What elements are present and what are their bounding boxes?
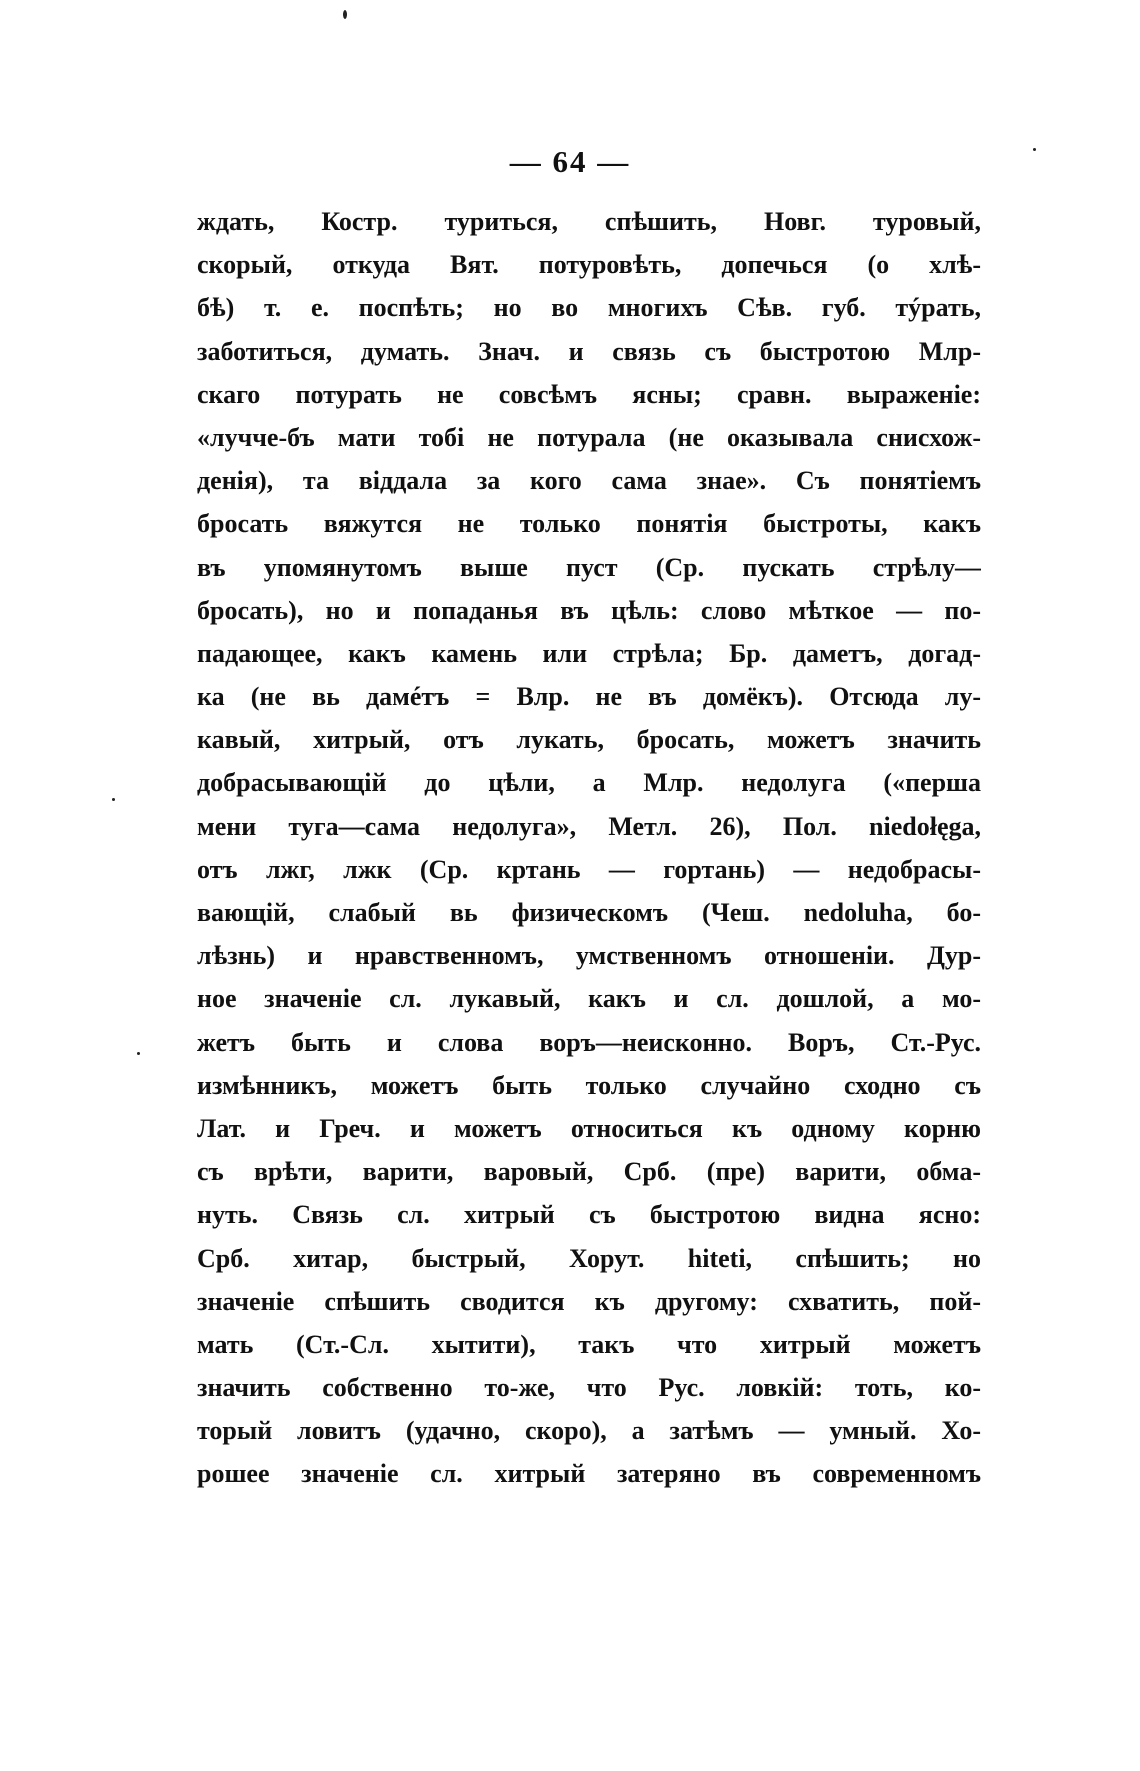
text-line: бросать), но и попаданья въ цѣль: слово мѣткое — по-	[197, 595, 981, 625]
text-line: въ упомянутомъ выше пуст (Ср. пускать стрѣлу—	[197, 552, 981, 582]
text-line: значеніе спѣшить сводится къ другому: схватить, пой-	[197, 1286, 981, 1316]
ink-speck	[137, 1052, 140, 1055]
text-line: рошее значеніе сл. хитрый затеряно въ современномъ	[197, 1459, 981, 1489]
text-line: бросать вяжутся не только понятія быстроты, какъ	[197, 509, 981, 539]
text-line: измѣнникъ, можетъ быть только случайно сходно съ	[197, 1070, 981, 1100]
text-line: отъ лжг, лжк (Ср. кртань — гортань) — недобрасы-	[197, 854, 981, 884]
text-line: вающій, слабый вь физическомъ (Чеш. nedoluha, бо-	[197, 898, 981, 927]
text-line: съ врѣти, варити, варовый, Срб. (пре) варити, обма-	[197, 1157, 981, 1187]
ink-speck	[343, 10, 347, 19]
text-line: добрасывающій до цѣли, а Млр. недолуга («перша	[197, 768, 981, 798]
text-line: кавый, хитрый, отъ лукать, бросать, можетъ значить	[197, 725, 981, 755]
body-text	[197, 200, 981, 1496]
text-line: скаго потурать не совсѣмъ ясны; сравн. выраженіе:	[197, 379, 981, 409]
text-line: мать (Ст.-Сл. хытити), такъ что хитрый можетъ	[197, 1329, 981, 1359]
text-line: значить собственно то-же, что Рус. ловкій: тоть, ко-	[197, 1373, 981, 1403]
text-line: скорый, откуда Вят. потуровѣть, допечься (о хлѣ-	[197, 250, 981, 280]
text-line: нуть. Связь сл. хитрый съ быстротою видна ясно:	[197, 1200, 981, 1230]
text-line: ное значеніе сл. лукавый, какъ и сл. дошлой, а мо-	[197, 984, 981, 1014]
text-line: жетъ быть и слова воръ—неисконно. Воръ, Ст.-Рус.	[197, 1027, 981, 1057]
text-line: ждать, Костр. туриться, спѣшить, Новг. туровый,	[197, 207, 981, 236]
text-line: «лучче-бъ мати тобі не потурала (не оказывала снисхож-	[197, 422, 981, 452]
text-line: Срб. хитар, быстрый, Хорут. hiteti, спѣшить; но	[197, 1243, 981, 1273]
ink-speck	[112, 798, 115, 801]
text-line: мени туга—сама недолуга», Метл. 26), Пол. niedołęga,	[197, 811, 981, 841]
page-number: — 64 —	[509, 144, 631, 179]
text-line: бѣ) т. е. поспѣть; но во многихъ Сѣв. губ. тýрать,	[197, 293, 981, 323]
text-line: падающее, какъ камень или стрѣла; Бр. даметъ, догад-	[197, 638, 981, 668]
text-line: ка (не вь дамéтъ = Влр. не въ домёкъ). Отсюда лу-	[197, 682, 981, 712]
text-line: торый ловитъ (удачно, скоро), а затѣмъ — умный. Хо-	[197, 1416, 981, 1446]
text-line: лѣзнь) и нравственномъ, умственномъ отношеніи. Дур-	[197, 941, 981, 971]
text-line: Лат. и Греч. и можетъ относиться къ одному корню	[197, 1113, 981, 1143]
text-line: заботиться, думать. Знач. и связь съ быстротою Млр-	[197, 336, 981, 366]
text-line: денія), та віддала за кого сама знае». Съ понятіемъ	[197, 466, 981, 496]
